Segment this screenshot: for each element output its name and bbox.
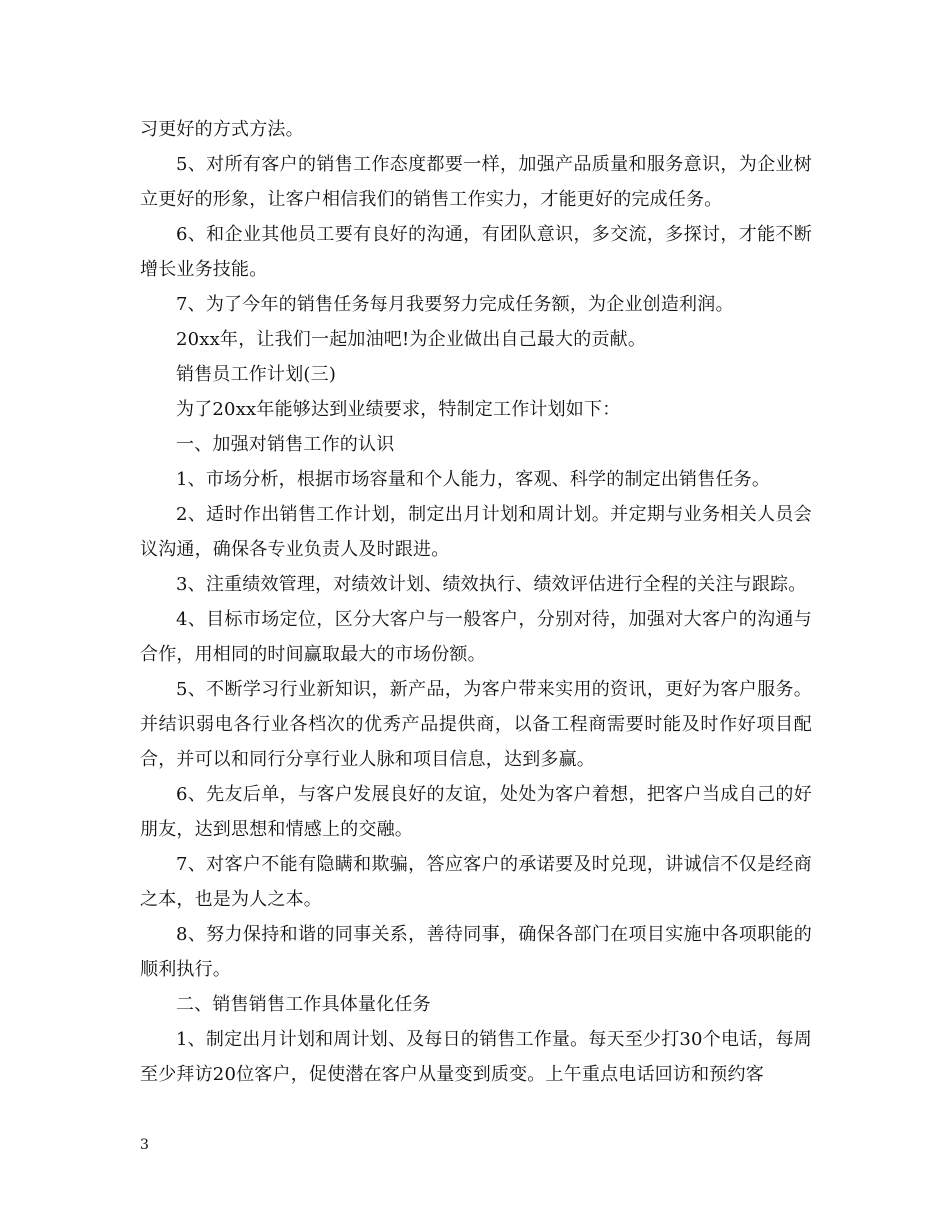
paragraph: 4、目标市场定位，区分大客户与一般客户，分别对待，加强对大客户的沟通与合作，用相同的时间赢取最大的市场份额。 bbox=[140, 609, 812, 665]
paragraph: 1、市场分析，根据市场容量和个人能力，客观、科学的制定出销售任务。 bbox=[176, 469, 771, 490]
page-number: 3 bbox=[140, 1137, 149, 1153]
paragraph: 6、和企业其他员工要有良好的沟通，有团队意识，多交流，多探讨，才能不断增长业务技能。 bbox=[140, 224, 812, 280]
paragraph: 1、制定出月计划和周计划、及每日的销售工作量。每天至少打30个电话，每周至少拜访20位客户，促使潜在客户从量变到质变。上午重点电话回访和预约客 bbox=[140, 1029, 812, 1085]
section-heading: 一、加强对销售工作的认识 bbox=[176, 434, 395, 455]
paragraph: 7、为了今年的销售任务每月我要努力完成任务额，为企业创造利润。 bbox=[176, 294, 734, 315]
paragraph: 2、适时作出销售工作计划，制定出月计划和周计划。并定期与业务相关人员会议沟通，确保各专业负责人及时跟进。 bbox=[140, 504, 812, 560]
section-title: 销售员工作计划(三) bbox=[176, 364, 337, 385]
paragraph: 20xx年，让我们一起加油吧!为企业做出自己最大的贡献。 bbox=[176, 329, 647, 350]
paragraph: 3、注重绩效管理，对绩效计划、绩效执行、绩效评估进行全程的关注与跟踪。 bbox=[176, 574, 807, 595]
paragraph: 8、努力保持和谐的同事关系，善待同事，确保各部门在项目实施中各项职能的顺利执行。 bbox=[140, 924, 812, 980]
paragraph: 5、对所有客户的销售工作态度都要一样，加强产品质量和服务意识，为企业树立更好的形象，让客户相信我们的销售工作实力，才能更好的完成任务。 bbox=[140, 154, 812, 210]
document-body bbox=[140, 112, 812, 1092]
paragraph: 6、先友后单，与客户发展良好的友谊，处处为客户着想，把客户当成自己的好朋友，达到思想和情感上的交融。 bbox=[140, 784, 812, 840]
paragraph: 7、对客户不能有隐瞒和欺骗，答应客户的承诺要及时兑现，讲诚信不仅是经商之本，也是为人之本。 bbox=[140, 854, 812, 910]
paragraph: 5、不断学习行业新知识，新产品，为客户带来实用的资讯，更好为客户服务。并结识弱电各行业各档次的优秀产品提供商，以备工程商需要时能及时作好项目配合，并可以和同行分享行业人脉和项目信息，达到多赢。 bbox=[140, 679, 812, 770]
paragraph: 习更好的方式方法。 bbox=[140, 119, 304, 140]
paragraph: 为了20xx年能够达到业绩要求，特制定工作计划如下： bbox=[176, 399, 621, 420]
section-heading: 二、销售销售工作具体量化任务 bbox=[176, 994, 431, 1015]
